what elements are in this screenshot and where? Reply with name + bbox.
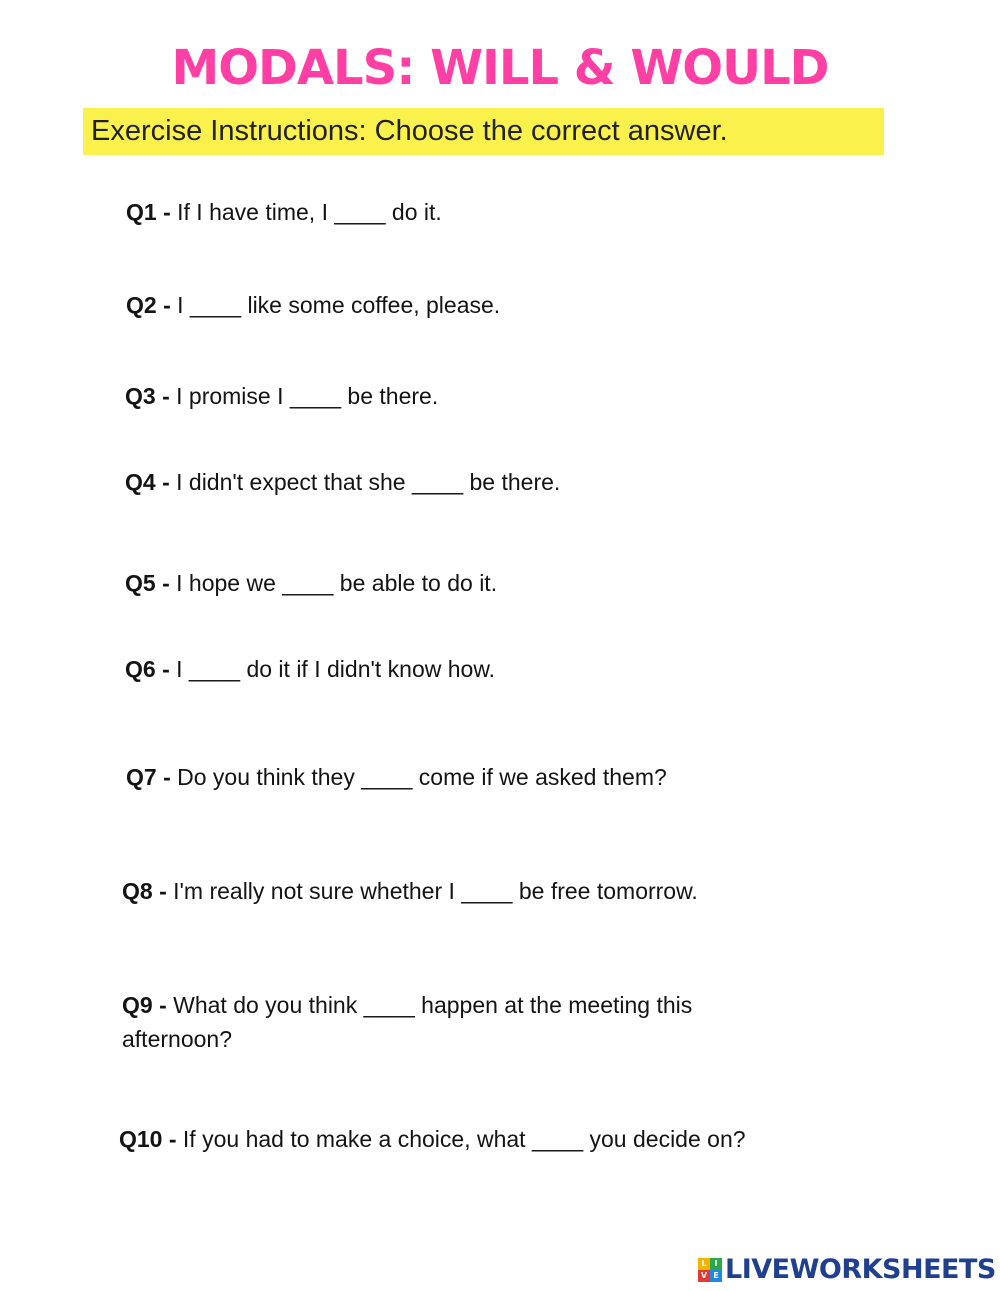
question-9	[122, 988, 782, 1056]
question-number: Q2 -	[126, 292, 171, 318]
exercise-instructions	[83, 108, 884, 155]
question-6	[125, 652, 805, 686]
question-text: Do you think they ____ come if we asked them?	[177, 764, 667, 790]
question-text: If you had to make a choice, what ____ you decide on?	[182, 1126, 746, 1152]
question-number: Q10 -	[119, 1126, 177, 1152]
worksheet-title: MODALS: WILL & WOULD	[171, 40, 829, 96]
question-number: Q9 -	[122, 992, 167, 1018]
question-text: I hope we ____ be able to do it.	[176, 570, 498, 596]
question-text: What do you think ____ happen at the meeting this afternoon?	[122, 992, 693, 1052]
question-3	[125, 379, 805, 413]
question-7	[126, 760, 806, 794]
logo-mark-icon	[698, 1258, 722, 1282]
logo-mark-letter: V	[698, 1270, 710, 1282]
logo-mark-letter: L	[698, 1258, 710, 1270]
question-text: I ____ like some coffee, please.	[177, 292, 501, 318]
question-number: Q6 -	[125, 656, 170, 682]
question-1	[126, 195, 806, 229]
question-8	[122, 874, 802, 908]
question-number: Q1 -	[126, 199, 171, 225]
question-text: If I have time, I ____ do it.	[177, 199, 442, 225]
question-2	[126, 288, 806, 322]
question-5	[125, 566, 805, 600]
instructions-text: Choose the correct answer.	[374, 115, 728, 147]
instructions-label: Exercise Instructions:	[91, 115, 367, 147]
question-4	[125, 465, 805, 499]
question-text: I promise I ____ be there.	[176, 383, 439, 409]
logo-mark-letter: E	[710, 1270, 722, 1282]
question-number: Q8 -	[122, 878, 167, 904]
liveworksheets-logo	[698, 1255, 996, 1285]
question-number: Q4 -	[125, 469, 170, 495]
question-text: I'm really not sure whether I ____ be free tomorrow.	[173, 878, 698, 904]
logo-text: LIVEWORKSHEETS	[725, 1254, 996, 1285]
logo-mark-letter: I	[710, 1258, 722, 1270]
question-number: Q7 -	[126, 764, 171, 790]
question-number: Q3 -	[125, 383, 170, 409]
question-number: Q5 -	[125, 570, 170, 596]
question-10	[119, 1122, 784, 1156]
question-text: I ____ do it if I didn't know how.	[176, 656, 496, 682]
question-text: I didn't expect that she ____ be there.	[176, 469, 561, 495]
